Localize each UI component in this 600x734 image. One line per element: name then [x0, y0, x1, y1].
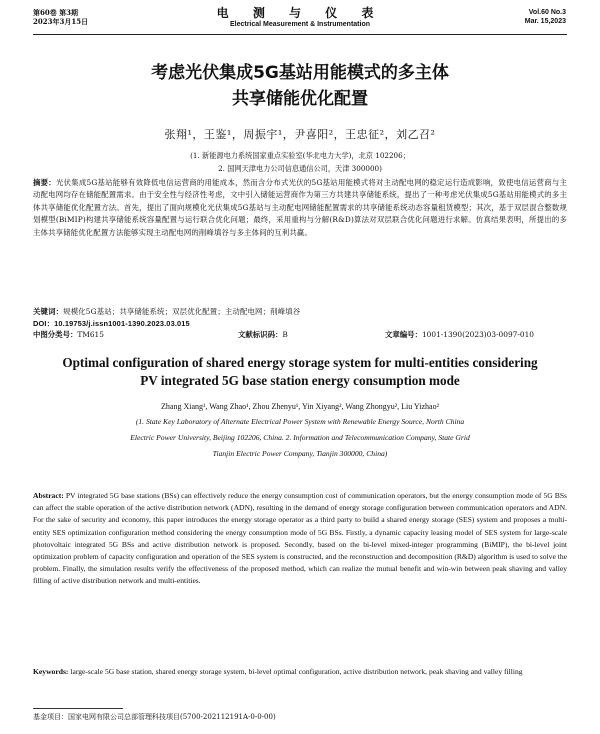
title-en-line2: PV integrated 5G base station energy consumption mode [140, 373, 460, 388]
funding-label: 基金项目： [33, 713, 68, 721]
keywords-cn [33, 306, 567, 318]
doi-label: DOI： [33, 319, 55, 328]
funding-note [33, 712, 567, 722]
authors-cn: 张翔¹，王鉴¹，周振宇¹，尹喜阳²，王忠征²，刘乙召² [164, 128, 436, 141]
abstract-cn-text: 光伏集成5G基站能够有效降低电信运营商的用能成本，然而含分布式光伏的5G基站用能模式将对主动配电网的稳定运行造成影响，致使电信运营商与主动配电网均存在储能配置需求。由于安全性与经济性考虑，文中引入储能运营商作为第三方共建共享储能系统，提出了一种考虑光伏集成5G基站用能模式的多主体共享储能优化配置方法。首先，提出了面向规模化光伏集成5G基站与主动配电网储能配置需求的共享储能系统动态容量租赁模型；其次，基于双层混合整数规划模型(BiMIP)构建共享储能系统容量配置与运行联合优化问题；最终，采用重构与分解(R&D)算法对双层联合优化问题进行求解。仿真结果表明，所提出的多主体共享储能优化配置方法能够实现主动配电网的削峰填谷与多主体间的互利共赢。 [33, 178, 567, 237]
title-cn-line2: 共享储能优化配置 [232, 89, 368, 109]
abstract-en [33, 490, 567, 722]
volume-issue-en: Vol.60 No.3 [528, 9, 566, 16]
keywords-en-label: Keywords: [33, 667, 69, 676]
journal-name-en: Electrical Measurement & Instrumentation [229, 21, 371, 28]
keywords-cn-text: 规模化5G基站；共享储能系统；双层优化配置；主动配电网；削峰填谷 [63, 307, 301, 316]
affiliation-cn-line2: 2. 国网天津电力公司信息通信公司，天津 300000) [218, 164, 382, 173]
affiliation-cn-line1: (1. 新能源电力系统国家重点实验室(华北电力大学)，北京 102206； [190, 151, 410, 160]
header-divider [33, 34, 567, 35]
doi-value: 10.19753/j.issn1001-1390.2023.03.015 [54, 319, 190, 328]
funding-text: 国家电网有限公司总部管理科技项目(5700-202112191A-0-0-00) [68, 713, 276, 721]
title-en-line1: Optimal configuration of shared energy storage system for multi-entities considering [62, 355, 538, 370]
volume-issue-cn: 第60卷 第3期 [33, 8, 79, 17]
doi [33, 318, 567, 330]
publish-date-cn: 2023年3月15日 [33, 17, 89, 26]
abstract-cn [33, 177, 567, 305]
affiliation-en-line3: Tianjin Electric Power Company, Tianjin 300000, China) [212, 449, 388, 458]
header-left [33, 8, 153, 26]
article-id: 文章编号：1001-1390(2023)03-0097-010 [385, 330, 534, 339]
title-cn-line1: 考虑光伏集成5G基站用能模式的多主体 [151, 63, 449, 83]
header-right [446, 8, 566, 26]
authors-en: Zhang Xiang¹, Wang Zhao¹, Zhou Zhenyu¹, Yin Xiyang², Wang Zhongyu², Liu Yizhao² [161, 402, 439, 411]
abstract-en-label: Abstract: [33, 491, 64, 500]
affiliation-en-line1: (1. State Key Laboratory of Alternate Electrical Power System with Renewable Energy Source, North China [135, 417, 465, 426]
abstract-cn-label: 摘要： [33, 178, 56, 187]
header-center [170, 6, 430, 29]
journal-name-cn: 电 测 与 仪 表 [216, 6, 384, 20]
keywords-en [33, 666, 567, 678]
keywords-cn-label: 关键词： [33, 307, 64, 316]
footnote-divider [33, 708, 123, 709]
publish-date-en: Mar. 15,2023 [524, 18, 566, 25]
abstract-en-text: PV integrated 5G base stations (BSs) can effectively reduce the energy consumption cost of communication operators, but the energy consumption mode of 5G BSs can affect the stable operation of the active distribution network (ADN), resulting in the demand of energy storage configuration between communication operators and ADN. For the sake of security and economy, this paper introduces the energy storage operator as a third party to build a shared energy storage (SES) system and proposes a multi-entity SES optimization configuration method considering the energy consumption mode of 5G BSs. Firstly, a dynamic capacity leasing model of SES system for large-scale photovoltaic integrated 5G BSs and active distribution network is proposed. Secondly, based on the bi-level mixed-integer programming (BiMIP), the bi-level joint optimization problem of capacity configuration and operation of the SES system is constructed, and the reconstruction and decomposition (R&D) algorithm is used to solve the problem. Finally, the simulation results verify the effectiveness of the proposed method, which can realize the mutual benefit and win-win between peak shaving and valley filling of active distribution network and multi-entities. [33, 491, 567, 586]
document-code: 文献标识码：B [238, 330, 288, 339]
clc-code: 中图分类号：TM615 [33, 330, 104, 339]
keywords-en-text: large-scale 5G base station, shared energy storage system, bi-level optimal configuration, active distribution network, peak shaving and valley filling [70, 667, 523, 676]
affiliation-en-line2: Electric Power University, Beijing 102206, China. 2. Information and Telecommunication Company, State Grid [130, 433, 470, 442]
